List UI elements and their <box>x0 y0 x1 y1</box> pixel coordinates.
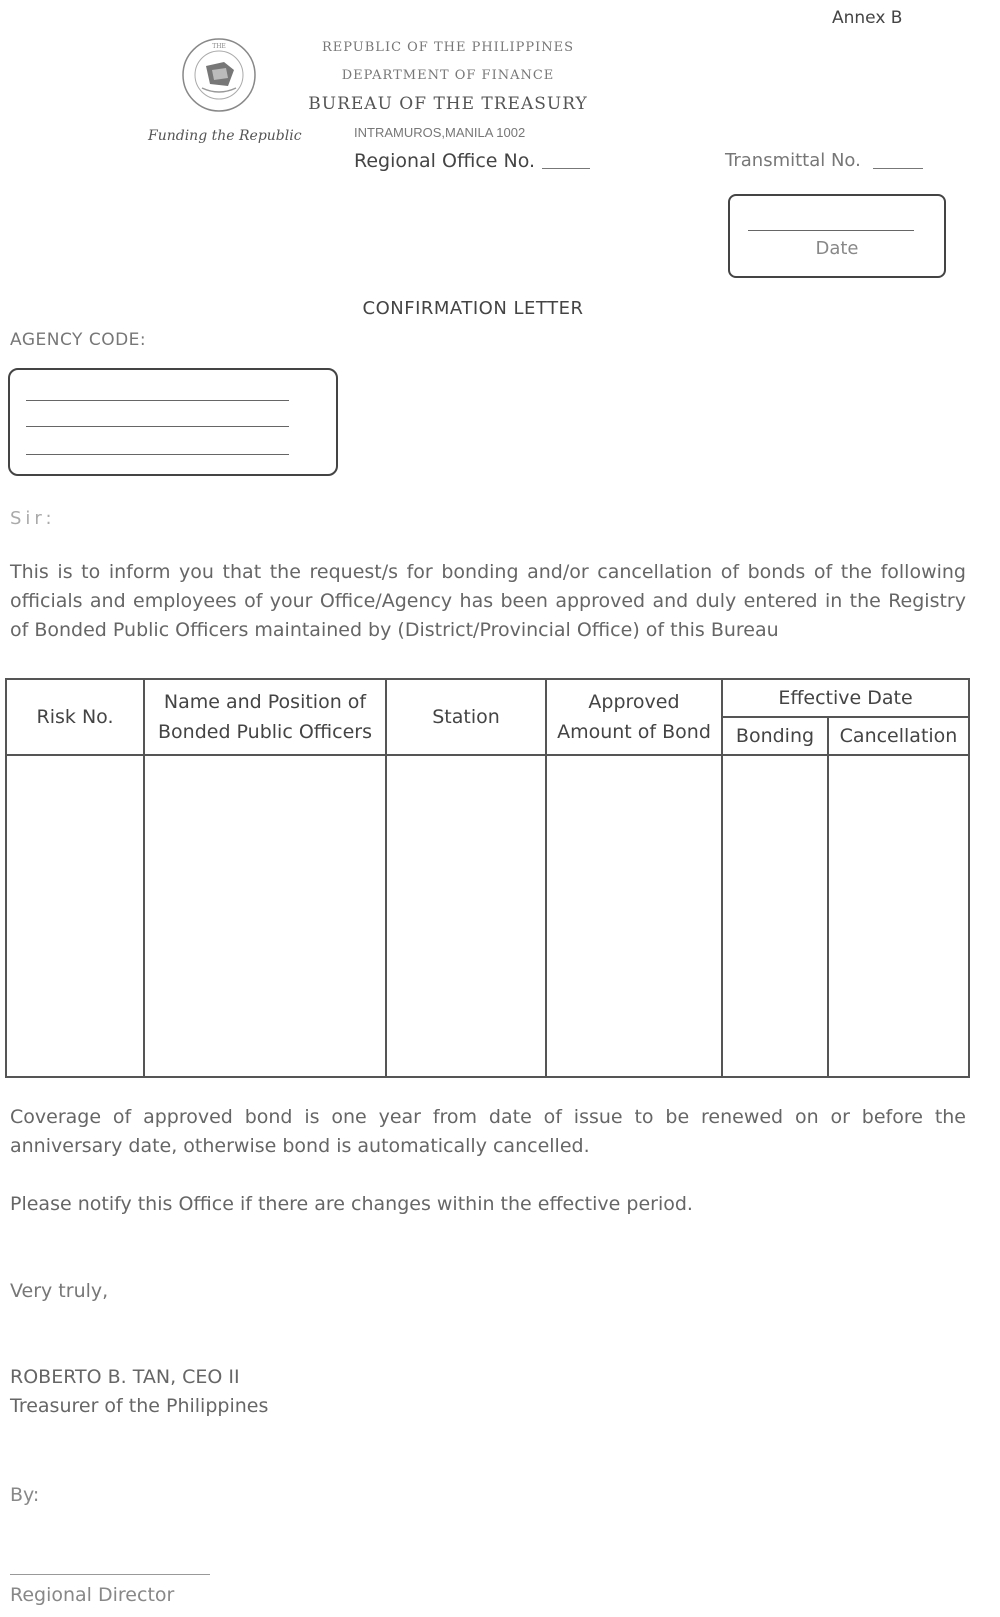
header-cancellation: Cancellation <box>828 717 969 755</box>
header-bonding: Bonding <box>722 717 828 755</box>
signatory-name: ROBERTO B. TAN, CEO II <box>10 1366 240 1388</box>
intro-paragraph: This is to inform you that the request/s for bonding and/or cancellation of bonds of the following officials and employees of your Office/Agency has been approved and duly entered in the Registry of Bonded Public Officers maintained by (District/Provincial Office) of this Bureau <box>10 561 966 641</box>
cell-risk-no[interactable] <box>6 755 144 1077</box>
header-approved-line2: Amount of Bond <box>557 721 711 743</box>
document-title: CONFIRMATION LETTER <box>362 298 584 319</box>
by-label: By: <box>10 1484 40 1506</box>
header-effective-date: Effective Date <box>722 679 969 717</box>
cell-bonding[interactable] <box>722 755 828 1077</box>
republic-heading: REPUBLIC OF THE PHILIPPINES <box>322 40 574 55</box>
closing: Very truly, <box>10 1280 109 1302</box>
agency-code-line-2[interactable] <box>26 426 289 427</box>
agency-code-box <box>8 368 338 476</box>
agency-code-line-1[interactable] <box>26 400 289 401</box>
header-name-position <box>144 679 386 755</box>
signatory-title: Treasurer of the Philippines <box>10 1395 269 1417</box>
svg-text:THE: THE <box>212 43 226 50</box>
bond-table <box>5 678 970 1078</box>
transmittal-field[interactable] <box>873 168 923 169</box>
agency-code-label: AGENCY CODE: <box>10 330 147 350</box>
cell-station[interactable] <box>386 755 546 1077</box>
regional-office-field[interactable] <box>542 168 590 169</box>
date-field[interactable] <box>748 230 914 231</box>
director-signature-line[interactable] <box>10 1574 210 1575</box>
header-risk-no: Risk No. <box>6 679 144 755</box>
notify-paragraph: Please notify this Office if there are changes within the effective period. <box>10 1193 693 1215</box>
table-row <box>6 755 969 1077</box>
header-name-position-line1: Name and Position of <box>163 691 367 713</box>
cell-approved-amount[interactable] <box>546 755 722 1077</box>
tagline: Funding the Republic <box>148 128 302 144</box>
header-name-position-line2: Bonded Public Officers <box>158 721 372 743</box>
regional-director-label: Regional Director <box>10 1584 175 1606</box>
header-approved-amount <box>546 679 722 755</box>
salutation: Sir: <box>10 508 56 529</box>
annex-label: Annex B <box>832 8 903 28</box>
treasury-seal-logo <box>180 36 258 114</box>
transmittal-label: Transmittal No. <box>725 150 861 171</box>
date-box <box>728 194 946 278</box>
regional-office-label: Regional Office No. <box>354 150 536 172</box>
cell-cancellation[interactable] <box>828 755 969 1077</box>
coverage-paragraph: Coverage of approved bond is one year from date of issue to be renewed on or before the anniversary date, otherwise bond is automatically cancelled. <box>10 1106 966 1157</box>
date-label: Date <box>815 238 859 259</box>
header-approved-line1: Approved <box>588 691 680 713</box>
header-station: Station <box>386 679 546 755</box>
address: INTRAMUROS,MANILA 1002 <box>354 125 526 140</box>
department-heading: DEPARTMENT OF FINANCE <box>341 68 555 83</box>
bureau-heading: BUREAU OF THE TREASURY <box>308 94 588 114</box>
agency-code-line-3[interactable] <box>26 454 289 455</box>
cell-name-position[interactable] <box>144 755 386 1077</box>
